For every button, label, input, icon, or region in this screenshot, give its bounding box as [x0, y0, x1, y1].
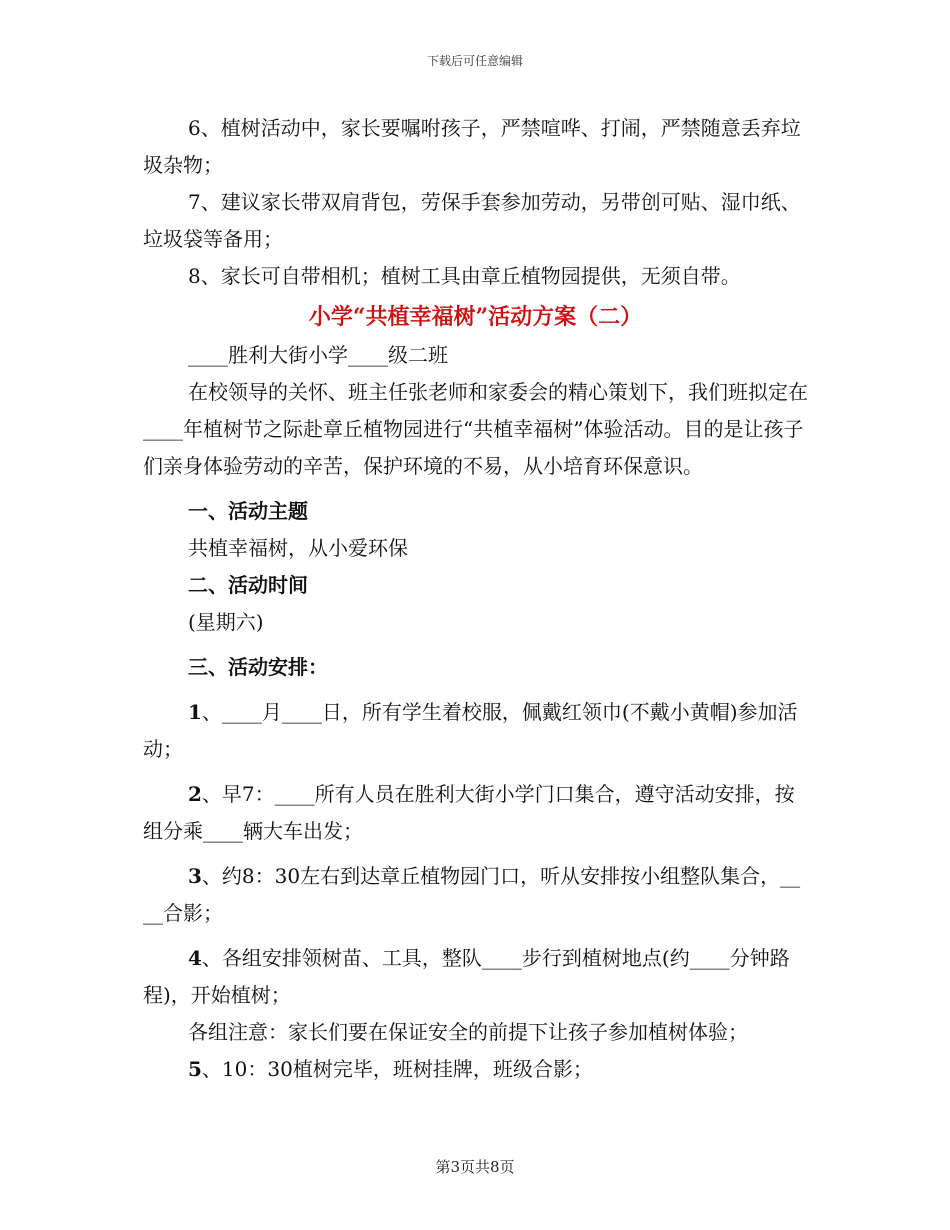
- schedule-item-3-text: 、约8：30左右到达章丘植物园门口，听从安排按小组整队集合，____合影；: [143, 864, 801, 925]
- schedule-item-5-text: 、10：30植树完毕，班树挂牌，班级合影；: [201, 1057, 593, 1081]
- section-heading-theme: 一、活动主题: [188, 499, 308, 523]
- document-body: [143, 110, 808, 1088]
- schedule-item-4: [143, 940, 808, 1014]
- paragraph-item-6: 6、植树活动中，家长要嘱咐孩子，严禁喧哗、打闹，严禁随意丢弃垃圾杂物；: [143, 116, 801, 177]
- paragraph-item-7: 7、建议家长带双肩背包，劳保手套参加劳动，另带创可贴、湿巾纸、垃圾袋等备用；: [143, 190, 801, 251]
- schedule-item-3: [143, 858, 808, 932]
- page-header: 下载后可任意编辑: [426, 54, 523, 68]
- schedule-item-2: [143, 776, 808, 850]
- group-note: 各组注意：家长们要在保证安全的前提下让孩子参加植树体验；: [188, 1020, 748, 1044]
- schedule-item-1: [143, 694, 808, 768]
- section-text-time: (星期六): [188, 610, 264, 634]
- section-heading-schedule: 三、活动安排：: [188, 655, 328, 679]
- schedule-item-5: [143, 1051, 808, 1088]
- school-line: ____胜利大街小学____级二班: [188, 343, 448, 367]
- section-text-theme: 共植幸福树，从小爱环保: [188, 536, 408, 560]
- schedule-item-5-number: 5: [188, 1057, 202, 1081]
- schedule-item-2-number: 2: [188, 782, 202, 806]
- section-heading-time: 二、活动时间: [188, 573, 308, 597]
- schedule-item-4-number: 4: [188, 946, 202, 970]
- page-footer: 第3页共8页: [435, 1158, 515, 1176]
- schedule-item-4-text: 、各组安排领树苗、工具，整队____步行到植树地点(约____分钟路程)，开始植树；: [143, 946, 790, 1007]
- paragraph-item-8: 8、家长可自带相机；植树工具由章丘植物园提供，无须自带。: [188, 264, 741, 288]
- document-title: 小学“共植幸福树”活动方案（二）: [308, 304, 643, 330]
- schedule-item-1-text: 、____月____日，所有学生着校服，佩戴红领巾(不戴小黄帽)参加活动；: [143, 700, 798, 761]
- schedule-item-2-text: 、早7：____所有人员在胜利大街小学门口集合，遵守活动安排，按组分乘____辆大车出发；: [143, 782, 795, 843]
- schedule-item-1-number: 1: [188, 700, 202, 724]
- intro-paragraph: 在校领导的关怀、班主任张老师和家委会的精心策划下，我们班拟定在____年植树节之际赴章丘植物园进行“共植幸福树”体验活动。目的是让孩子们亲身体验劳动的辛苦，保护环境的不易，从小培育环保意识。: [143, 380, 808, 478]
- schedule-item-3-number: 3: [188, 864, 202, 888]
